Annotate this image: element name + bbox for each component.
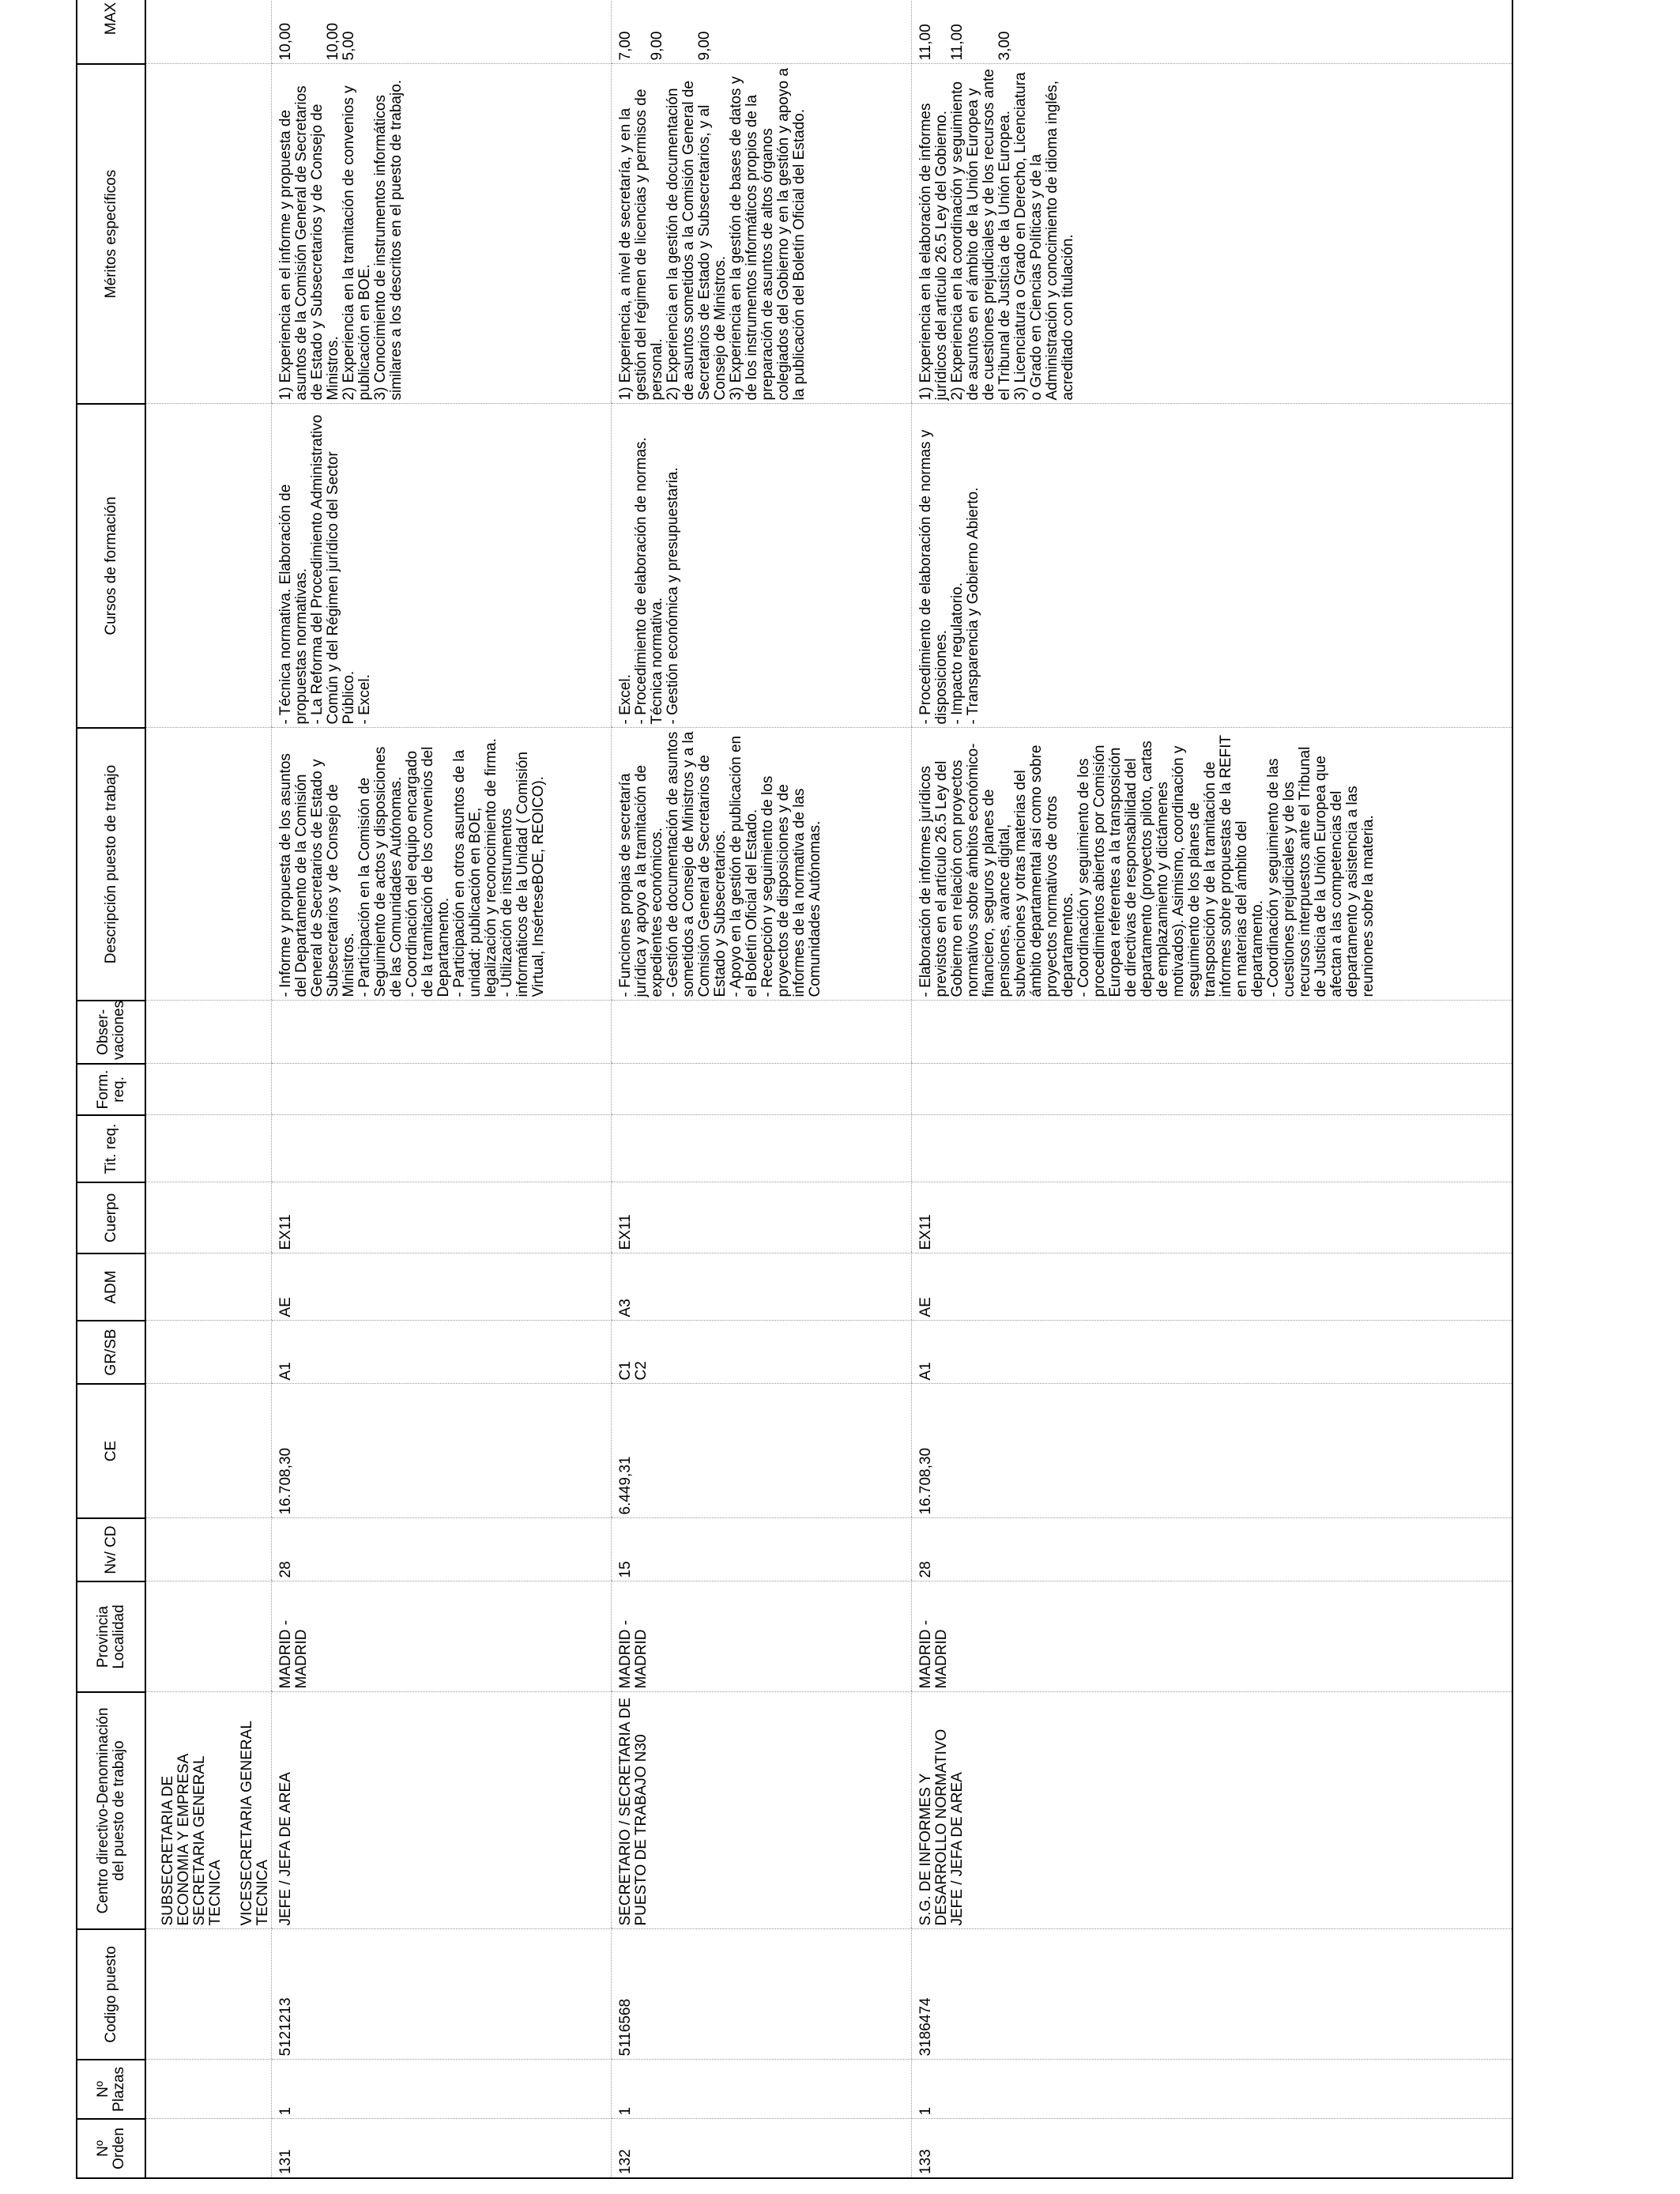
header-orden: Nº Orden [77, 2119, 145, 2178]
cell-form [272, 1064, 612, 1115]
cell-tit [272, 1115, 612, 1182]
cell-max: 7,00 9,00 9,00 [612, 0, 912, 64]
preamble-row [145, 0, 272, 2178]
cell-codigo: 5116568 [612, 1929, 912, 2060]
cell-provincia: MADRID - MADRID [612, 1581, 912, 1692]
cell-meritos: 1) Experiencia, a nivel de secretaría, y en la gestión del régimen de licencias y permisos de personal. 2) Experiencia en la gestión de documentación de asuntos sometidos a la Comisión General de Secretarios de Estado y Subsecretarios, y al Consejo de Ministros. 3) Experiencia en la gestión de bases de datos y de los instrumentos informáticos propios de la preparación de asuntos de altos órganos colegiados del Gobierno y en la gestión y apoyo a la publicación del Boletín Oficial del Estado. [612, 64, 912, 404]
header-tit: Tit. req. [77, 1115, 145, 1182]
header-obs: Obser-vaciones [77, 1001, 145, 1064]
rotated-sheet [76, 2, 1494, 2179]
cell-cursos: - Excel. - Procedimiento de elaboración de normas. Técnica normativa. - Gestión económica y presupuestaria. [612, 404, 912, 728]
table-row [272, 0, 612, 2178]
header-adm: ADM [77, 1253, 145, 1321]
cell-centro: JEFE / JEFA DE AREA [272, 1692, 612, 1929]
cell-obs [912, 1001, 1512, 1064]
table-row [912, 0, 1512, 2178]
header-form: Form. req. [77, 1064, 145, 1115]
cell-adm: AE [912, 1253, 1512, 1321]
cell-ce: 16.708,30 [272, 1384, 612, 1518]
header-cursos: Cursos de formación [77, 404, 145, 728]
cell-centro-title: JEFE / JEFA DE AREA [949, 1772, 966, 1926]
header-codigo: Codigo puesto [77, 1929, 145, 2060]
cell-provincia: MADRID - MADRID [272, 1581, 612, 1692]
header-descripcion: Descripción puesto de trabajo [77, 728, 145, 1001]
cell-tit [612, 1115, 912, 1182]
positions-table [76, 0, 1513, 2179]
cell-centro: SECRETARIO / SECRETARIA DE PUESTO DE TRABAJO N30 [612, 1692, 912, 1929]
cell-plazas: 1 [912, 2060, 1512, 2119]
cell-meritos: 1) Experiencia en la elaboración de informes jurídicos del artículo 26.5 Ley del Gobierno. 2) Experiencia en la coordinación y seguimiento de asuntos en el ámbito de la Unión Europea y de cuestiones prejudiciales y de los recursos ante el Tribunal de Justicia de la Unión Europea. 3) Licenciatura o Grado en Derecho, Licenciatura o Grado en Ciencias Políticas y de la Administración y conocimiento de idioma inglés, acreditado con titulación. [912, 64, 1512, 404]
cell-form [612, 1064, 912, 1115]
cell-descripcion: - Informe y propuesta de los asuntos del Departamento de la Comisión General de Secretarios de Estado y Subsecretarios y de Consejo de Ministros. - Participación en la Comisión de Seguimiento de actos y disposiciones de las Comunidades Autónomas. - Coordinación del equipo encargado de la tramitación de los convenios del Departamento. - Participación en otros asuntos de la unidad: publicación en BOE, legalización y reconocimiento de firma. - Utilización de instrumentos informáticos de la Unidad ( Comisión Virtual, InsérteseBOE, REOICO). [272, 728, 612, 1001]
cell-descripcion: - Funciones propias de secretaría jurídica y apoyo a la tramitación de expedientes económicos. - Gestión de documentación de asuntos sometidos a Consejo de Ministros y a la Comisión General de Secretarios de Estado y Subsecretarios. - Apoyo en la gestión de publicación en el Boletín Oficial del Estado. - Recepción y seguimiento de los proyectos de disposiciones y de informes de la normativa de las Comunidades Autónomas. [612, 728, 912, 1001]
header-cuerpo: Cuerpo [77, 1182, 145, 1253]
header-plazas: Nº Plazas [77, 2060, 145, 2119]
cell-adm: A3 [612, 1253, 912, 1321]
cell-orden: 131 [272, 2119, 612, 2178]
cell-nivel: 28 [912, 1518, 1512, 1581]
cell-codigo: 3186474 [912, 1929, 1512, 2060]
cell-obs [612, 1001, 912, 1064]
cell-ce: 16.708,30 [912, 1384, 1512, 1518]
cell-adm: AE [272, 1253, 612, 1321]
table-row [612, 0, 912, 2178]
cell-grupo: A1 [912, 1321, 1512, 1384]
cell-cuerpo: EX11 [612, 1182, 912, 1253]
cell-orden: 133 [912, 2119, 1512, 2178]
cell-centro [912, 1692, 1512, 1929]
preamble-centro: SUBSECRETARIA DE ECONOMIA Y EMPRESA SECRETARIA GENERAL TECNICA VICESECRETARIA GENERAL TECNICA [145, 1692, 272, 1929]
cell-nivel: 15 [612, 1518, 912, 1581]
cell-codigo: 5121213 [272, 1929, 612, 2060]
cell-tit [912, 1115, 1512, 1182]
cell-plazas: 1 [612, 2060, 912, 2119]
header-ce: CE [77, 1384, 145, 1518]
cell-plazas: 1 [272, 2060, 612, 2119]
header-row [77, 0, 145, 2178]
cell-provincia: MADRID - MADRID [912, 1581, 1512, 1692]
cell-cuerpo: EX11 [272, 1182, 612, 1253]
cell-obs [272, 1001, 612, 1064]
cell-orden: 132 [612, 2119, 912, 2178]
cell-ce: 6.449,31 [612, 1384, 912, 1518]
header-max: MAX [77, 0, 145, 64]
header-grupo: GR/SB [77, 1321, 145, 1384]
cell-cuerpo: EX11 [912, 1182, 1512, 1253]
cell-max: 11,00 11,00 3,00 [912, 0, 1512, 64]
cell-grupo: A1 [272, 1321, 612, 1384]
header-nivel: Nv/ CD [77, 1518, 145, 1581]
cell-max: 10,00 10,00 5,00 [272, 0, 612, 64]
cell-grupo: C1 C2 [612, 1321, 912, 1384]
cell-descripcion: - Elaboración de informes jurídicos previstos en el artículo 26.5 Ley del Gobierno en relación con proyectos normativos sobre ámbitos económico-financiero, seguros y planes de pensiones, avance digital, subvenciones y otras materias del ámbito departamental así como sobre proyectos normativos de otros departamentos. - Coordinación y seguimiento de los procedimientos abiertos por Comisión Europea referentes a la transposición de directivas de responsabilidad del departamento (proyectos piloto, cartas de emplazamiento y dictámenes motivados). Asimismo, coordinación y seguimiento de los planes de transposición y de la tramitación de informes sobre propuestas de la REFIT en materias del ámbito del departamento. - Coordinación y seguimiento de las cuestiones prejudiciales y de los recursos interpuestos ante el Tribunal de Justicia de la Unión Europea que afectan a las competencias del departamento y asistencia a las reuniones sobre la materia. [912, 728, 1512, 1001]
cell-centro-pre: S.G. DE INFORMES Y DESARROLLO NORMATIVO [917, 1728, 950, 1926]
cell-cursos: - Procedimiento de elaboración de normas y disposiciones. - Impacto regulatorio. - Transparencia y Gobierno Abierto. [912, 404, 1512, 728]
header-centro: Centro directivo-Denominación del puesto de trabajo [77, 1692, 145, 1929]
header-meritos: Méritos específicos [77, 64, 145, 404]
cell-nivel: 28 [272, 1518, 612, 1581]
header-provincia: Provincia Localidad [77, 1581, 145, 1692]
cell-meritos: 1) Experiencia en el informe y propuesta de asuntos de la Comisión General de Secretarios de Estado y Subsecretarios y de Consejo de Ministros. 2) Experiencia en la tramitación de convenios y publicación en BOE. 3) Conocimiento de instrumentos informáticos similares a los descritos en el puesto de trabajo. [272, 64, 612, 404]
cell-cursos: - Técnica normativa. Elaboración de propuestas normativas. - La Reforma del Procedimiento Administrativo Común y del Régimen jurídico del Sector Público. - Excel. [272, 404, 612, 728]
cell-form [912, 1064, 1512, 1115]
